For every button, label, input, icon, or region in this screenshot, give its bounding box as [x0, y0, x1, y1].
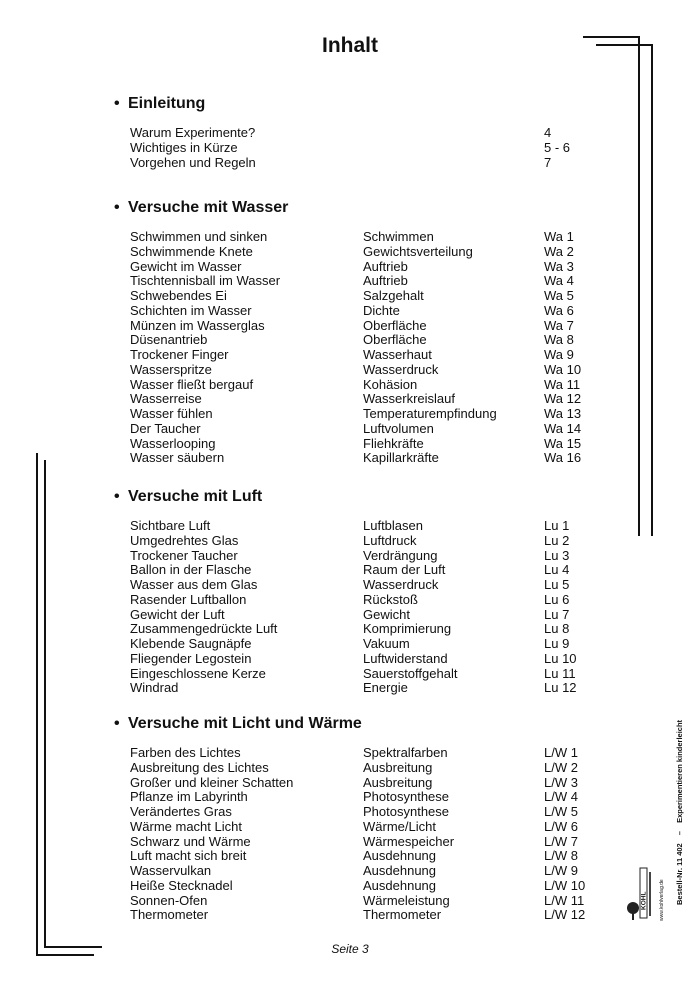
toc-topic: Auftrieb [363, 273, 408, 289]
toc-page: Wa 13 [544, 406, 582, 421]
toc-title: Rasender Luftballon [130, 591, 247, 607]
publisher-logo-icon [624, 866, 660, 922]
toc-page: 5 - 6 [544, 139, 571, 155]
section-heading-text: Versuche mit Luft [128, 488, 263, 505]
toc-page: L/W 3 [544, 774, 578, 790]
toc-row [114, 908, 614, 923]
toc-topic: Kapillarkräfte [363, 450, 439, 466]
toc-row [114, 849, 614, 864]
toc-title: Wärme macht Licht [130, 818, 242, 834]
toc-title: Farben des Lichtes [130, 745, 241, 760]
toc-title: Wasser aus dem Glas [130, 577, 258, 592]
publisher-url: www.kohlverlag.de [659, 879, 665, 921]
toc-title: Pflanze im Labyrinth [130, 789, 248, 805]
section-heading [114, 487, 614, 507]
toc-title: Eingeschlossene Kerze [130, 665, 266, 681]
toc-title: Klebende Saugnäpfe [130, 636, 252, 651]
toc-row [114, 289, 614, 304]
toc-row [114, 407, 614, 422]
toc-page: Lu 8 [544, 621, 570, 637]
toc-title: Schwimmende Knete [130, 243, 253, 259]
toc-page: Wa 16 [544, 450, 582, 466]
toc-page: Wa 12 [544, 391, 582, 407]
section-heading-text: Versuche mit Licht und Wärme [128, 715, 362, 732]
toc-page: Lu 9 [544, 636, 570, 651]
toc-topic: Sauerstoffgehalt [363, 665, 458, 681]
logo-text: KOHL [640, 891, 648, 910]
toc-row [114, 534, 614, 549]
toc-topic: Wärme/Licht [363, 818, 436, 834]
toc-topic: Komprimierung [363, 621, 452, 637]
toc-topic: Wärmespeicher [363, 833, 455, 849]
toc-topic: Gewicht [363, 606, 410, 622]
toc-row [114, 622, 614, 637]
toc-row [114, 437, 614, 452]
toc-page: Wa 5 [544, 288, 574, 303]
toc-page: L/W 8 [544, 848, 578, 864]
toc-title: Schwebendes Ei [130, 288, 227, 303]
bullet-icon: • [114, 199, 120, 216]
section-licht-waerme [114, 714, 614, 923]
toc-page: Wa 7 [544, 317, 574, 333]
toc-page: Lu 10 [544, 650, 577, 666]
toc-title: Schwimmen und sinken [130, 229, 268, 244]
toc-page: L/W 4 [544, 789, 578, 805]
toc-title: Trockener Finger [130, 347, 229, 362]
toc-topic: Oberfläche [363, 317, 427, 333]
toc-topic: Wasserdruck [363, 577, 439, 592]
toc-row [114, 879, 614, 894]
toc-row [114, 304, 614, 319]
section-heading [114, 198, 614, 218]
toc-topic: Ausbreitung [363, 759, 433, 775]
toc-row [114, 126, 614, 141]
section-einleitung [114, 94, 614, 170]
bullet-icon: • [114, 95, 120, 112]
toc-title: Schichten im Wasser [130, 302, 252, 318]
toc-row [114, 835, 614, 850]
toc-row [114, 563, 614, 578]
toc-topic: Thermometer [363, 907, 442, 923]
toc-topic: Temperaturempfindung [363, 406, 497, 421]
toc-row [114, 422, 614, 437]
toc-topic: Ausdehnung [363, 848, 437, 864]
toc-page: 4 [544, 125, 552, 140]
toc-row [114, 363, 614, 378]
section-heading-text: Einleitung [128, 95, 206, 112]
toc-page: Wa 15 [544, 435, 582, 451]
toc-title: Wasserlooping [130, 435, 216, 451]
toc-row [114, 549, 614, 564]
toc-title: Ballon in der Flasche [130, 562, 252, 578]
toc-title: Wasserspritze [130, 361, 212, 377]
toc-topic: Oberfläche [363, 332, 427, 348]
toc-title: Heiße Stecknadel [130, 877, 233, 893]
toc-title: Wasser fließt bergauf [130, 376, 254, 392]
toc-title: Wasserreise [130, 391, 202, 407]
toc-row [114, 274, 614, 289]
toc-topic: Wärmeleistung [363, 892, 450, 908]
toc-page: Wa 10 [544, 361, 582, 377]
toc-title: Sichtbare Luft [130, 518, 211, 533]
toc-page: Lu 1 [544, 518, 570, 533]
book-title: Experimentieren kinderleicht [675, 719, 684, 823]
bullet-icon: • [114, 488, 120, 505]
toc-page: Lu 2 [544, 532, 570, 548]
toc-topic: Ausbreitung [363, 774, 433, 790]
toc-title: Fliegender Legostein [130, 650, 252, 666]
toc-page: L/W 12 [544, 907, 586, 923]
toc-row [114, 378, 614, 393]
side-imprint [672, 665, 688, 905]
toc-title: Gewicht im Wasser [130, 258, 242, 274]
toc-title: Verändertes Gras [130, 804, 232, 819]
toc-row [114, 746, 614, 761]
toc-topic: Vakuum [363, 636, 410, 651]
toc-title: Zusammengedrückte Luft [130, 621, 278, 637]
toc-row [114, 519, 614, 534]
toc-title: Der Taucher [130, 420, 201, 436]
toc-title: Düsenantrieb [130, 332, 208, 348]
toc-page: Lu 6 [544, 591, 570, 607]
toc-row [114, 864, 614, 879]
toc-topic: Verdrängung [363, 547, 438, 563]
toc-title: Großer und kleiner Schatten [130, 774, 294, 790]
toc-row [114, 652, 614, 667]
toc-page: Wa 14 [544, 420, 582, 436]
order-number: Bestell-Nr. 11 402 [675, 843, 684, 905]
toc-page: L/W 7 [544, 833, 578, 849]
toc-title: Schwarz und Wärme [130, 833, 251, 849]
toc-topic: Luftvolumen [363, 420, 434, 436]
toc-page: Lu 7 [544, 606, 570, 622]
toc-page: Wa 9 [544, 347, 574, 362]
section-luft [114, 487, 614, 696]
toc-page: Wa 1 [544, 229, 574, 244]
toc-row [114, 245, 614, 260]
toc-title: Sonnen-Ofen [130, 892, 208, 908]
toc-row [114, 593, 614, 608]
toc-page: Wa 11 [544, 376, 581, 392]
toc-topic: Salzgehalt [363, 288, 424, 303]
frame-right-line-outer [651, 44, 653, 536]
toc-page: L/W 2 [544, 759, 578, 775]
toc-row [114, 230, 614, 245]
section-heading [114, 714, 614, 734]
toc-row [114, 608, 614, 623]
toc-title: Luft macht sich breit [130, 848, 247, 864]
toc-topic: Spektralfarben [363, 745, 448, 760]
toc-page: Wa 2 [544, 243, 574, 259]
toc-page: 7 [544, 154, 552, 170]
toc-title: Trockener Taucher [130, 547, 238, 563]
toc-topic: Luftdruck [363, 532, 417, 548]
toc-page: Wa 6 [544, 302, 574, 318]
toc-page: Lu 4 [544, 562, 570, 578]
page-footer: Seite 3 [331, 942, 369, 956]
toc-row [114, 681, 614, 696]
toc-title: Vorgehen und Regeln [130, 154, 256, 170]
toc-title: Tischtennisball im Wasser [130, 273, 281, 289]
imprint-dash: – [675, 831, 684, 836]
toc-row [114, 820, 614, 835]
toc-title: Wichtiges in Kürze [130, 139, 238, 155]
toc-topic: Rückstoß [363, 591, 418, 607]
toc-row [114, 451, 614, 466]
toc-title: Warum Experimente? [130, 125, 256, 140]
toc-title: Thermometer [130, 907, 209, 923]
toc-row [114, 805, 614, 820]
section-heading [114, 94, 614, 114]
toc-topic: Raum der Luft [363, 562, 446, 578]
toc-topic: Dichte [363, 302, 400, 318]
toc-row [114, 156, 614, 171]
toc-row [114, 319, 614, 334]
toc-title: Münzen im Wasserglas [130, 317, 265, 333]
toc-row [114, 776, 614, 791]
toc-title: Wasser säubern [130, 450, 225, 466]
toc-title: Ausbreitung des Lichtes [130, 759, 269, 775]
toc-title: Gewicht der Luft [130, 606, 225, 622]
toc-title: Wasservulkan [130, 863, 212, 878]
frame-right-line-inner [638, 36, 640, 536]
toc-title: Windrad [130, 680, 179, 696]
toc-page: Wa 3 [544, 258, 574, 274]
toc-row [114, 667, 614, 682]
toc-topic: Fliehkräfte [363, 435, 424, 451]
toc-topic: Wasserhaut [363, 347, 432, 362]
toc-topic: Kohäsion [363, 376, 418, 392]
toc-page: Lu 3 [544, 547, 570, 563]
toc-topic: Photosynthese [363, 804, 450, 819]
toc-page: L/W 11 [544, 892, 585, 908]
toc-topic: Schwimmen [363, 229, 434, 244]
section-wasser [114, 198, 614, 466]
toc-row [114, 761, 614, 776]
toc-row [114, 348, 614, 363]
toc-title: Wasser fühlen [130, 406, 213, 421]
toc-row [114, 333, 614, 348]
toc-page: Lu 5 [544, 577, 570, 592]
toc-topic: Wasserkreislauf [363, 391, 455, 407]
toc-page: L/W 9 [544, 863, 578, 878]
section-heading-text: Versuche mit Wasser [128, 199, 289, 216]
toc-page: L/W 10 [544, 877, 586, 893]
toc-topic: Gewichtsverteilung [363, 243, 473, 259]
toc-row [114, 141, 614, 156]
toc-page: Lu 11 [544, 665, 576, 681]
toc-topic: Auftrieb [363, 258, 408, 274]
toc-topic: Wasserdruck [363, 361, 439, 377]
toc-topic: Luftwiderstand [363, 650, 448, 666]
toc-row [114, 392, 614, 407]
page-title: Inhalt [322, 34, 378, 57]
toc-topic: Ausdehnung [363, 863, 437, 878]
toc-topic: Energie [363, 680, 408, 696]
frame-left-line-inner [44, 460, 46, 947]
frame-left-line-outer [36, 453, 38, 955]
toc-row [114, 894, 614, 909]
toc-title: Umgedrehtes Glas [130, 532, 239, 548]
toc-page: Wa 4 [544, 273, 574, 289]
toc-page: L/W 6 [544, 818, 578, 834]
toc-page: Lu 12 [544, 680, 577, 696]
toc-page: Wa 8 [544, 332, 574, 348]
bullet-icon: • [114, 715, 120, 732]
toc-page: L/W 1 [544, 745, 578, 760]
toc-topic: Luftblasen [363, 518, 423, 533]
toc-topic: Photosynthese [363, 789, 450, 805]
toc-row [114, 790, 614, 805]
toc-topic: Ausdehnung [363, 877, 437, 893]
toc-row [114, 578, 614, 593]
toc-page: L/W 5 [544, 804, 578, 819]
toc-row [114, 260, 614, 275]
toc-row [114, 637, 614, 652]
